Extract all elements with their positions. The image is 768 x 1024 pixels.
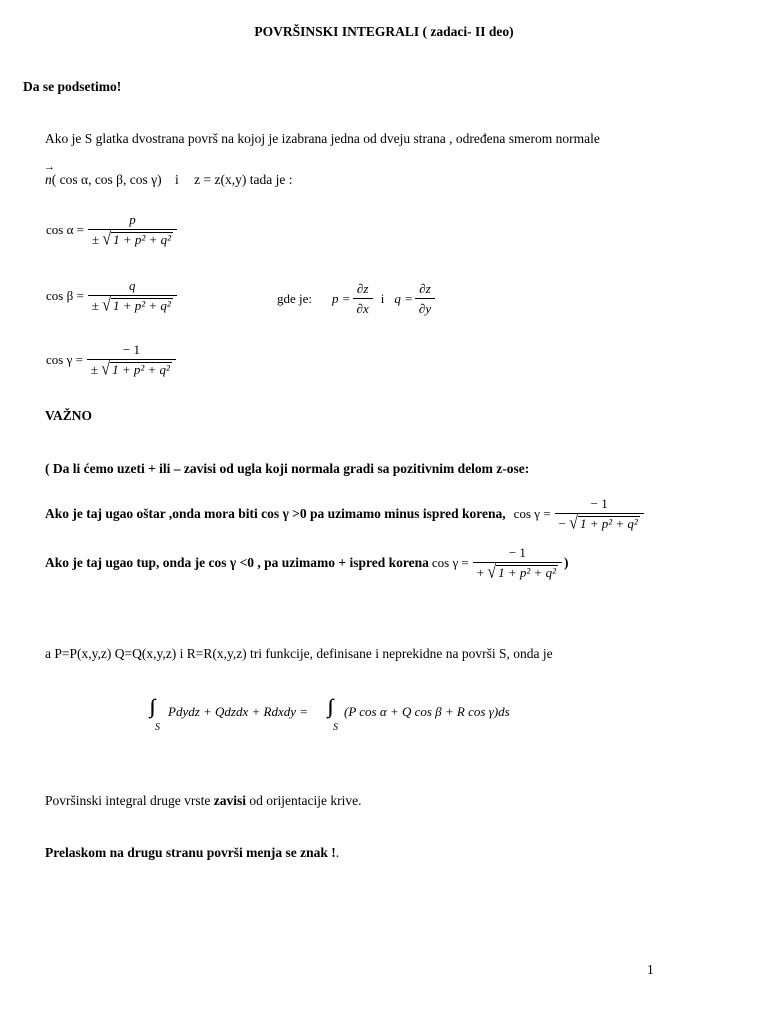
- sign-change-bold: Prelaskom na drugu stranu površi menja se znak !: [45, 845, 336, 860]
- p-denominator: ∂x: [353, 298, 373, 317]
- intro-line-2: [45, 172, 292, 188]
- denominator-radicand: 1 + p² + q²: [579, 516, 638, 531]
- formula-cos-beta: cos β = q ± √ 1 + p² + q²: [46, 278, 177, 314]
- orientation-post: od orijentacije krive.: [245, 793, 362, 808]
- surface-integral-formula: [150, 696, 570, 736]
- acute-cos-gamma-lhs: cos γ =: [513, 506, 551, 521]
- integral-subscript: S: [333, 722, 338, 733]
- p-numerator: ∂z: [356, 281, 369, 296]
- denominator-sign: ±: [91, 232, 100, 247]
- important-heading: VAŽNO: [45, 408, 93, 423]
- note-line: ( Da li ćemo uzeti + ili – zavisi od ugla koji normala gradi sa pozitivnim delom z-ose:: [45, 461, 530, 476]
- gde-je-label: gde je:: [277, 291, 313, 306]
- obtuse-numerator: − 1: [508, 545, 526, 560]
- obtuse-cos-gamma-lhs: cos γ =: [431, 555, 469, 570]
- integral-lhs: Pdydz + Qdzdx + Rdxdy =: [168, 704, 309, 719]
- conjunction-i: i: [380, 291, 385, 306]
- cos-gamma-lhs: cos γ =: [46, 352, 83, 367]
- integral-subscript: S: [155, 722, 160, 733]
- acute-angle-text: Ako je taj ugao oštar ,onda mora biti cos γ >0 pa uzimamo minus ispred korena,: [45, 506, 506, 521]
- sign-change-end: .: [335, 845, 340, 860]
- q-lhs: q =: [394, 291, 413, 306]
- integral-rhs: (P cos α + Q cos β + R cos γ)ds: [344, 704, 510, 719]
- cos-beta-lhs: cos β =: [46, 288, 84, 303]
- formula-cos-gamma: cos γ = − 1 ± √ 1 + p² + q²: [46, 342, 176, 378]
- q-denominator: ∂y: [415, 298, 435, 317]
- orientation-bold: zavisi: [213, 793, 246, 808]
- obtuse-denominator-sign: +: [476, 565, 485, 580]
- obtuse-angle-text: Ako je taj ugao tup, onda je cos γ <0 , pa uzimamo + ispred korena: [45, 555, 429, 570]
- orientation-pre: Površinski integral druge vrste: [45, 793, 214, 808]
- p-lhs: p =: [332, 291, 351, 306]
- closing-paren: ): [563, 555, 569, 570]
- denominator-sign: ±: [90, 362, 99, 377]
- acute-angle-line: Ako je taj ugao oštar ,onda mora biti cos γ >0 pa uzimamo minus ispred korena, cos γ = − 1 − √ 1 + p² + q²: [45, 496, 644, 532]
- acute-denominator-sign: −: [558, 516, 566, 531]
- sign-change-line: [45, 845, 339, 861]
- cos-beta-numerator: q: [129, 278, 136, 293]
- normal-vector-symbol: → n: [45, 172, 52, 188]
- page-title: POVRŠINSKI INTEGRALI ( zadaci- II deo): [254, 24, 514, 39]
- denominator-radicand: 1 + p² + q²: [112, 362, 170, 377]
- intro-line-2-rest: z = z(x,y) tada je :: [194, 172, 293, 187]
- obtuse-angle-line: Ako je taj ugao tup, onda je cos γ <0 , pa uzimamo + ispred korena cos γ = − 1 + √ 1 + p² + q² ): [45, 545, 569, 583]
- q-numerator: ∂z: [419, 281, 431, 296]
- acute-numerator: − 1: [590, 496, 608, 511]
- functions-line: a P=P(x,y,z) Q=Q(x,y,z) i R=R(x,y,z) tri funkcije, definisane i neprekidne na površi S, onda je: [45, 646, 553, 661]
- intro-line-1: Ako je S glatka dvostrana površ na kojoj je izabrana jedna od dveju strana , određena smerom normale: [45, 131, 600, 146]
- denominator-radicand: 1 + p² + q²: [112, 298, 171, 313]
- cos-gamma-numerator: − 1: [122, 342, 140, 357]
- cos-alpha-numerator: p: [129, 212, 136, 227]
- denominator-sign: ±: [91, 298, 99, 313]
- denominator-radicand: 1 + p² + q²: [498, 565, 556, 580]
- reminder-heading: Da se podsetimo!: [23, 79, 122, 94]
- orientation-line: [45, 793, 361, 809]
- denominator-radicand: 1 + p² + q²: [113, 232, 171, 247]
- conjunction-i: i: [175, 172, 179, 187]
- partial-derivatives: [277, 281, 435, 317]
- page-number: 1: [647, 962, 654, 977]
- cos-alpha-lhs: cos α =: [46, 222, 84, 237]
- normal-vector-args: ( cos α, cos β, cos γ): [51, 172, 162, 187]
- formula-cos-alpha: cos α = p ± √ 1 + p² + q²: [46, 212, 177, 248]
